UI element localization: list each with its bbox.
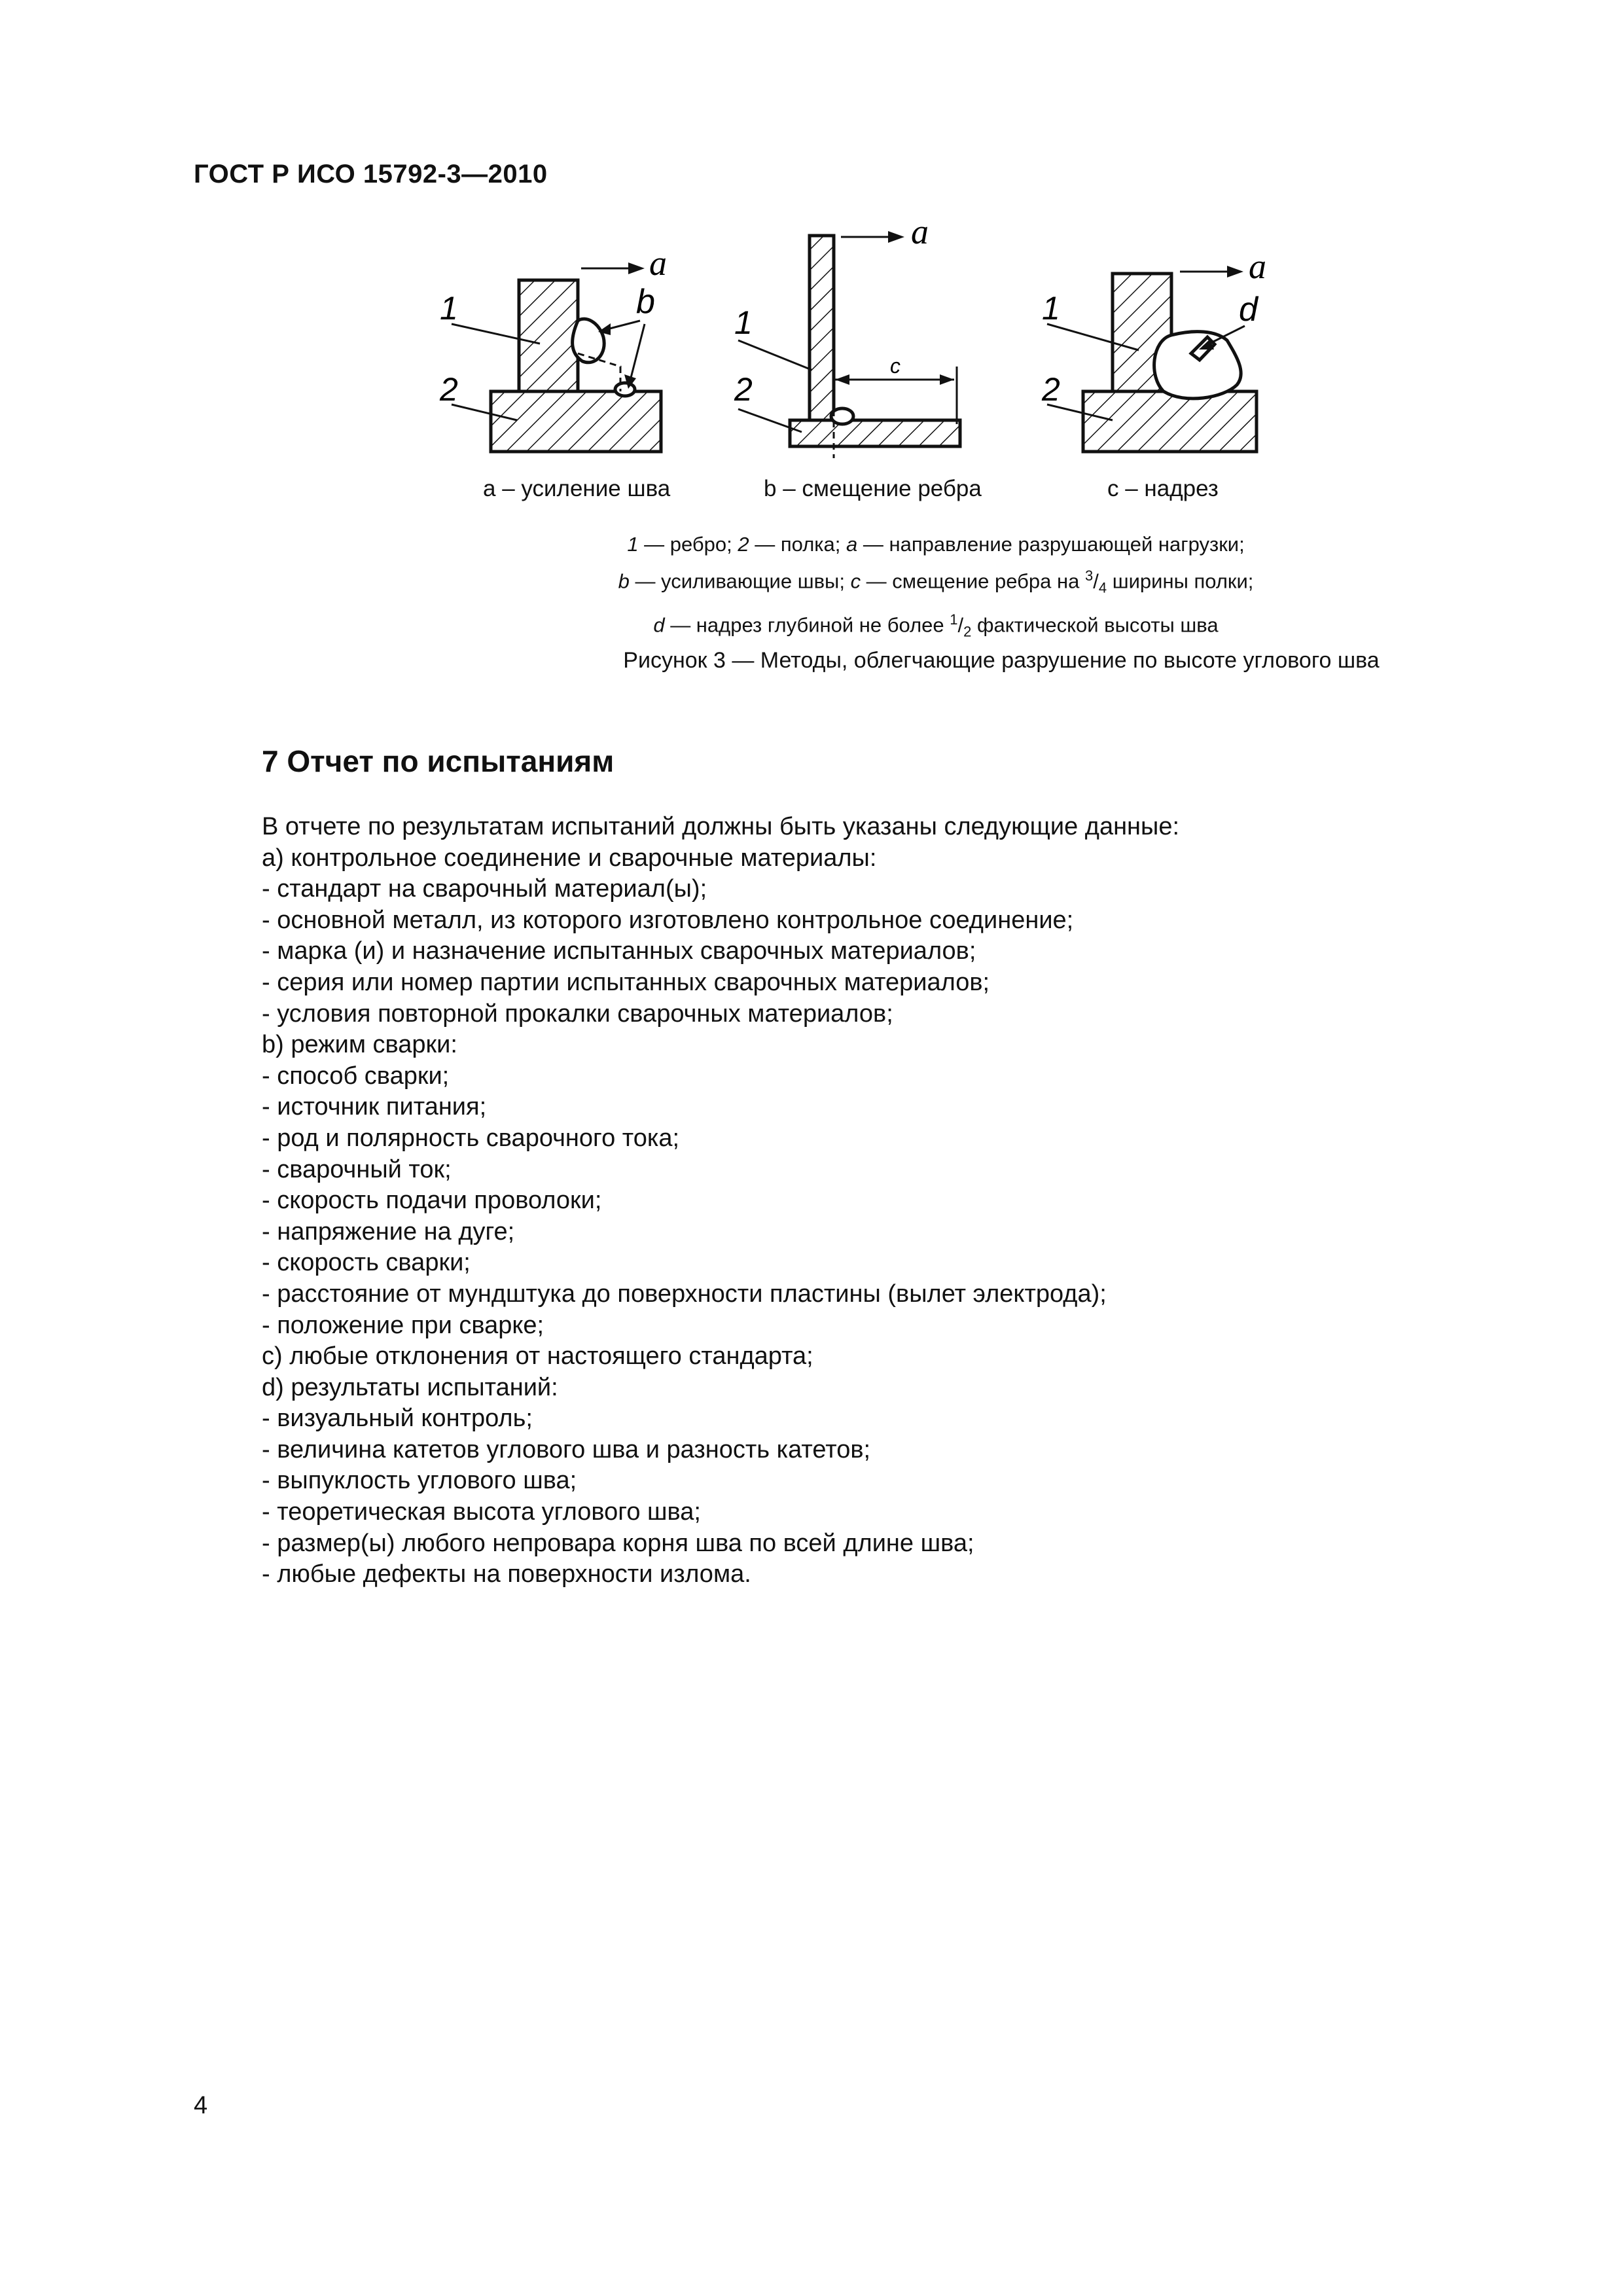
label-rib-c: 1 — [1042, 290, 1060, 327]
label-flange-b: 2 — [734, 371, 753, 408]
label-rib-b: 1 — [734, 304, 753, 341]
legend-line-3: d — надрез глубиной не более $^1/_2$ фактической высоты шва — [653, 611, 1219, 640]
section-line: - теоретическая высота углового шва; — [262, 1498, 701, 1526]
section-line: - скорость сварки; — [262, 1249, 471, 1277]
label-flange-c: 2 — [1042, 371, 1060, 408]
flange-c — [1083, 391, 1257, 452]
notched-weld — [1154, 332, 1241, 399]
section-line: - способ сварки; — [262, 1062, 450, 1090]
section-line: - напряжение на дуге; — [262, 1217, 515, 1246]
section-line: - серия или номер партии испытанных сварочных материалов; — [262, 968, 990, 996]
label-welds-b: b — [636, 283, 655, 321]
figure-caption: Рисунок 3 — Методы, облегчающие разрушение по высоте углового шва — [623, 648, 1380, 673]
section-line: - любые дефекты на поверхности излома. — [262, 1560, 751, 1588]
section-line: - расстояние от мундштука до поверхности пластины (вылет электрода); — [262, 1280, 1107, 1308]
flange-a — [491, 391, 661, 452]
figure-3-diagram — [419, 223, 1270, 465]
section-line: - положение при сварке; — [262, 1311, 544, 1339]
legend-line-2: b — усиливающие швы; c — смещение ребра на $^3/_4$ ширины полки; — [618, 567, 1254, 596]
section-heading: 7 Отчет по испытаниям — [262, 744, 615, 778]
document-header: ГОСТ Р ИСО 15792-3—2010 — [194, 160, 548, 188]
section-line: - сварочный ток; — [262, 1155, 452, 1183]
section-line: a) контрольное соединение и сварочные материалы: — [262, 844, 877, 872]
label-flange-a: 2 — [440, 371, 458, 408]
label-load-b: a — [911, 223, 929, 251]
figure-legend — [340, 529, 1531, 647]
subcaption-b: b – смещение ребра — [764, 476, 982, 501]
section-line: - размер(ы) любого непровара корня шва по всей длине шва; — [262, 1529, 974, 1557]
rib-b — [810, 236, 834, 420]
section-body — [262, 812, 1179, 1590]
flange-b — [790, 420, 960, 446]
subcaption-a: a – усиление шва — [483, 476, 671, 501]
section-line: - марка (и) и назначение испытанных сварочных материалов; — [262, 937, 976, 965]
section-line: - источник питания; — [262, 1093, 487, 1121]
reinforcing-weld-top — [573, 319, 605, 363]
label-notch-d: d — [1239, 291, 1258, 329]
label-offset-c: c — [890, 354, 901, 378]
panel-b-offset — [734, 223, 960, 458]
panel-c-notch — [1041, 247, 1266, 452]
label-load-c: a — [1249, 247, 1266, 286]
panel-a-reinforcement — [439, 243, 667, 452]
section-line: - визуальный контроль; — [262, 1405, 533, 1433]
reinforcing-weld-bottom — [615, 383, 635, 396]
section-line: - выпуклость углового шва; — [262, 1467, 577, 1495]
section-line: - скорость подачи проволоки; — [262, 1187, 602, 1215]
section-line: c) любые отклонения от настоящего стандарта; — [262, 1342, 813, 1371]
section-line: - основной металл, из которого изготовлено контрольное соединение; — [262, 906, 1074, 934]
label-load-a: a — [649, 243, 667, 283]
page-number: 4 — [194, 2092, 208, 2119]
section-line: - стандарт на сварочный материал(ы); — [262, 875, 707, 903]
section-line: - условия повторной прокалки сварочных материалов; — [262, 999, 893, 1028]
section-line: - величина катетов углового шва и разность катетов; — [262, 1435, 871, 1463]
section-line: b) режим сварки: — [262, 1031, 457, 1059]
label-rib-a: 1 — [440, 290, 458, 327]
section-line: В отчете по результатам испытаний должны быть указаны следующие данные: — [262, 813, 1180, 840]
section-line: d) результаты испытаний: — [262, 1373, 558, 1401]
subcaption-c: c – надрез — [1107, 476, 1219, 501]
legend-line-1: 1 — ребро; 2 — полка; a — направление разрушающей нагрузки; — [627, 533, 1245, 556]
section-line: - род и полярность сварочного тока; — [262, 1124, 680, 1152]
rib-a — [519, 280, 578, 391]
